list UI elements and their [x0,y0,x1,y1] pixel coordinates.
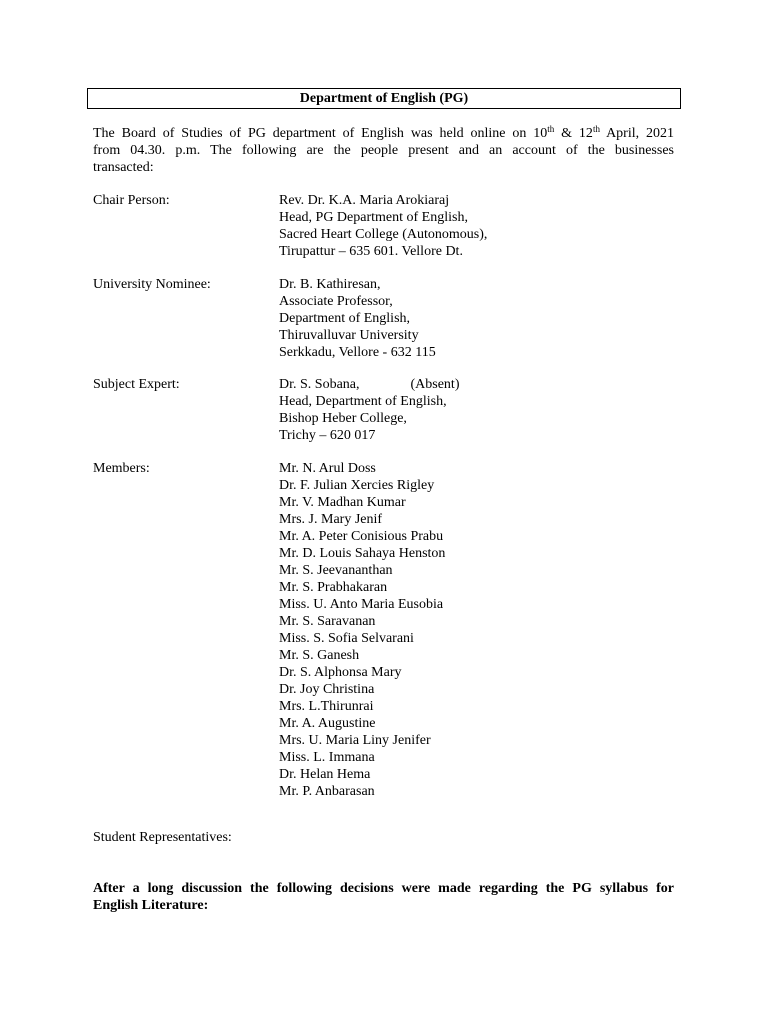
detail-line: Head, PG Department of English, [279,210,468,225]
member-name: Miss. L. Immana [279,750,375,765]
student-representatives-label: Student Representatives: [93,830,232,845]
detail-line: Sacred Heart College (Autonomous), [279,227,488,242]
member-name: Mr. P. Anbarasan [279,784,375,799]
member-name: Mr. S. Saravanan [279,614,376,629]
member-name: Dr. F. Julian Xercies Rigley [279,478,435,493]
intro-line-1: The Board of Studies of PG department of English was held online on 10th & 12th April, 2021 [93,124,675,141]
absent-note: (Absent) [410,377,460,392]
detail-line: Associate Professor, [279,294,393,309]
chair-person-label: Chair Person: [93,193,170,208]
detail-line: Serkkadu, Vellore - 632 115 [279,345,436,360]
detail-line: Thiruvalluvar University [279,328,419,343]
detail-line: Trichy – 620 017 [279,428,376,443]
intro-paragraph [93,125,674,176]
member-name: Mrs. L.Thirunrai [279,699,374,714]
detail-line: Head, Department of English, [279,394,447,409]
member-name: Mr. N. Arul Doss [279,461,376,476]
member-name: Mr. S. Prabhakaran [279,580,388,595]
member-name: Mr. D. Louis Sahaya Henston [279,546,446,561]
member-name: Dr. Joy Christina [279,682,375,697]
member-name: Dr. S. Alphonsa Mary [279,665,402,680]
subject-expert-label: Subject Expert: [93,377,180,392]
member-name: Mrs. U. Maria Liny Jenifer [279,733,431,748]
member-name: Mr. S. Ganesh [279,648,360,663]
member-name: Miss. S. Sofia Selvarani [279,631,414,646]
intro-line-2: from 04.30. p.m. The following are the people present and an account of the businesses [93,143,674,158]
member-name: Dr. Helan Hema [279,767,371,782]
decision-heading [93,880,674,914]
members-label: Members: [93,461,150,476]
university-nominee-details [279,276,436,361]
detail-line: Rev. Dr. K.A. Maria Arokiaraj [279,193,450,208]
detail-line: Bishop Heber College, [279,411,407,426]
member-name: Mr. A. Augustine [279,716,376,731]
detail-line: Department of English, [279,311,411,326]
expert-name: Dr. S. Sobana, [279,377,360,392]
detail-line [279,376,460,393]
detail-line: Dr. B. Kathiresan, [279,277,381,292]
subject-expert-details [279,376,460,444]
member-name: Mr. A. Peter Conisious Prabu [279,529,444,544]
intro-line-3: transacted: [93,160,154,175]
member-name: Mrs. J. Mary Jenif [279,512,383,527]
chair-person-details [279,192,487,260]
member-name: Mr. S. Jeevananthan [279,563,393,578]
page-title: Department of English (PG) [87,88,681,109]
detail-line: Tirupattur – 635 601. Vellore Dt. [279,244,463,259]
members-list [279,460,445,800]
decision-line-1: After a long discussion the following decisions were made regarding the PG syllabus for [93,881,674,896]
member-name: Miss. U. Anto Maria Eusobia [279,597,444,612]
university-nominee-label: University Nominee: [93,277,211,292]
member-name: Mr. V. Madhan Kumar [279,495,406,510]
decision-line-2: English Literature: [93,898,209,913]
